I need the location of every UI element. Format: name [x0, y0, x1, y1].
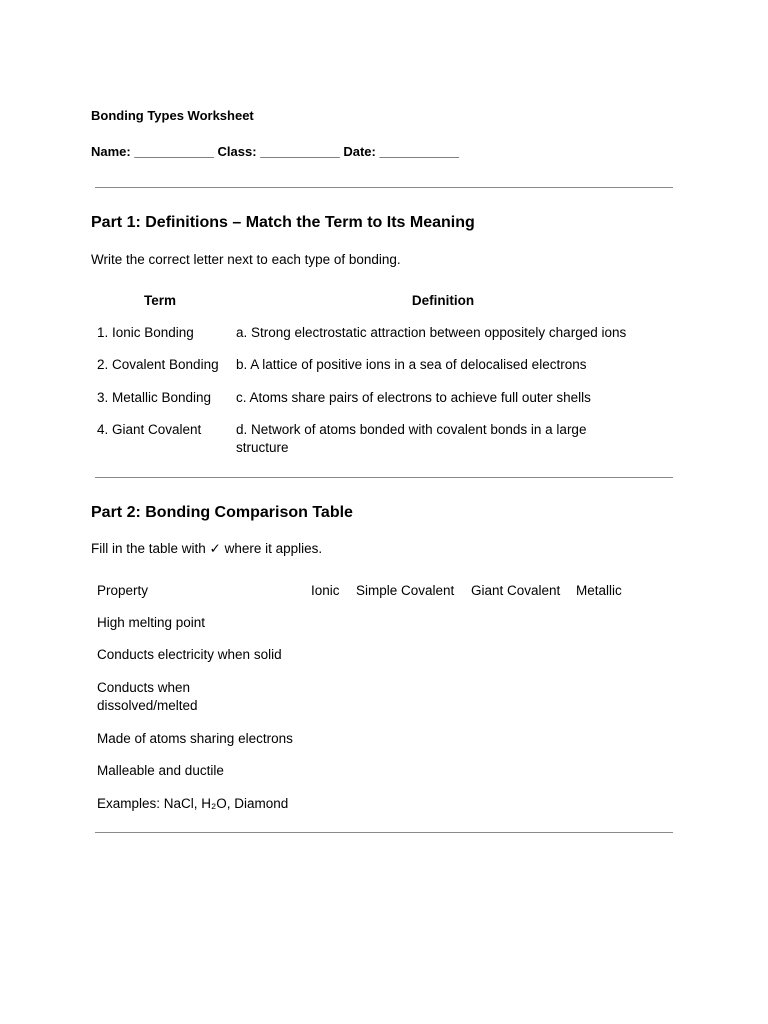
term-column-header: Term [143, 293, 176, 308]
student-info-line [91, 144, 459, 159]
class-blank: ___________ [260, 144, 340, 159]
definition-column-header: Definition [411, 293, 475, 308]
definition-cell: b. A lattice of positive ions in a sea of delocalised electrons [236, 357, 587, 372]
ionic-column-header: Ionic [311, 583, 340, 598]
table-row: Made of atoms sharing electrons [97, 731, 293, 746]
divider-bottom [95, 832, 673, 833]
date-blank: ___________ [379, 144, 460, 159]
divider-middle [95, 477, 673, 478]
document-title: Bonding Types Worksheet [91, 108, 254, 123]
metallic-column-header: Metallic [576, 583, 622, 598]
term-cell: 2. Covalent Bonding [97, 357, 219, 372]
table-row: Conducts electricity when solid [97, 647, 282, 662]
name-label: Name: [91, 144, 131, 159]
simple-covalent-column-header: Simple Covalent [356, 583, 455, 598]
table-row: High melting point [97, 615, 206, 630]
definition-cell: c. Atoms share pairs of electrons to achieve full outer shells [236, 390, 591, 405]
date-label: Date: [343, 144, 376, 159]
definition-cell: d. Network of atoms bonded with covalent bonds in a large structure [236, 422, 587, 455]
giant-covalent-column-header: Giant Covalent [471, 583, 561, 598]
table-row: Examples: NaCl, H₂O, Diamond [97, 796, 289, 811]
part2-heading: Part 2: Bonding Comparison Table [91, 504, 353, 521]
term-cell: 3. Metallic Bonding [97, 390, 212, 405]
term-cell: 1. Ionic Bonding [97, 325, 194, 340]
name-blank: ___________ [134, 144, 214, 159]
definition-cell: a. Strong electrostatic attraction between oppositely charged ions [236, 325, 627, 340]
table-row: Malleable and ductile [97, 763, 224, 778]
term-cell: 4. Giant Covalent [97, 422, 202, 437]
part1-heading: Part 1: Definitions – Match the Term to Its Meaning [91, 214, 475, 231]
class-label: Class: [217, 144, 257, 159]
part1-instruction: Write the correct letter next to each type of bonding. [91, 252, 401, 267]
divider-top [95, 187, 673, 188]
table-row: Conducts when dissolved/melted [97, 680, 198, 713]
property-column-header: Property [97, 583, 149, 598]
part2-instruction: Fill in the table with ✓ where it applies. [91, 541, 323, 556]
